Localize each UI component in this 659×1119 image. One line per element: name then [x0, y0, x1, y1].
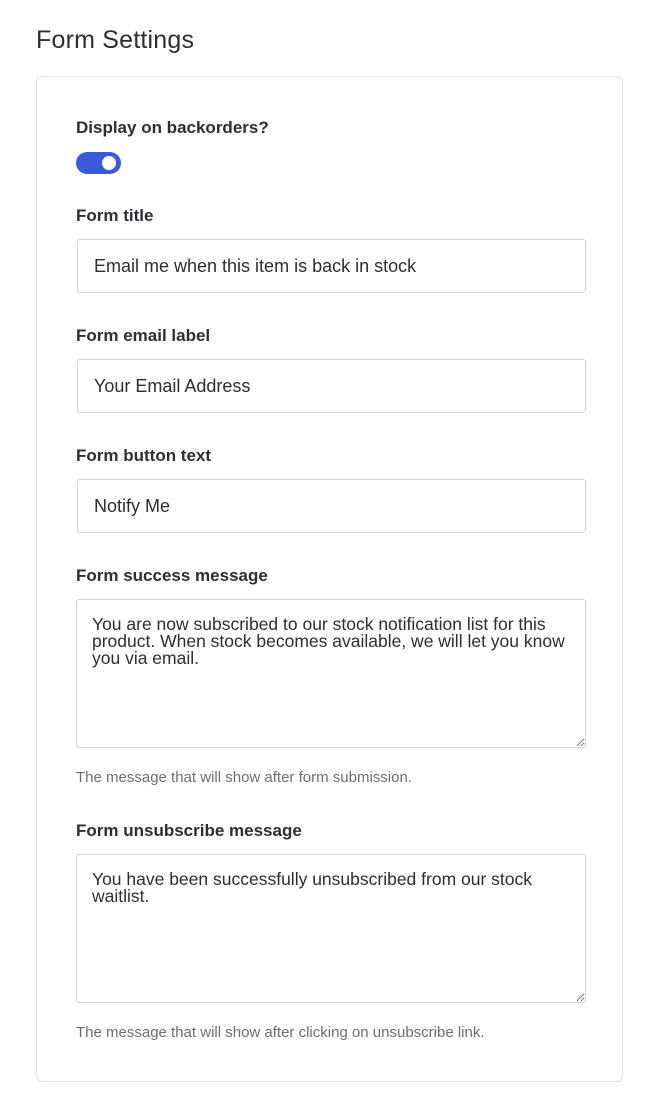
form-button-text-input[interactable]	[77, 479, 586, 533]
form-title-label: Form title	[76, 206, 154, 225]
toggle-knob	[102, 156, 116, 170]
form-success-message-help: The message that will show after form submission.	[76, 769, 412, 786]
backorders-label: Display on backorders?	[76, 118, 269, 137]
form-email-label-input[interactable]	[77, 359, 586, 413]
form-settings-card	[36, 76, 623, 1082]
form-button-text-label: Form button text	[76, 446, 212, 465]
form-success-message-textarea[interactable]	[76, 599, 586, 748]
form-title-input[interactable]	[77, 239, 586, 293]
backorders-toggle[interactable]	[76, 152, 121, 174]
form-unsubscribe-message-label: Form unsubscribe message	[76, 821, 302, 840]
form-success-message-label: Form success message	[76, 566, 268, 585]
form-unsubscribe-message-textarea[interactable]	[76, 854, 586, 1003]
form-unsubscribe-message-help: The message that will show after clicking on unsubscribe link.	[76, 1024, 485, 1041]
form-email-label-label: Form email label	[76, 326, 211, 345]
page-title: Form Settings	[36, 26, 195, 54]
